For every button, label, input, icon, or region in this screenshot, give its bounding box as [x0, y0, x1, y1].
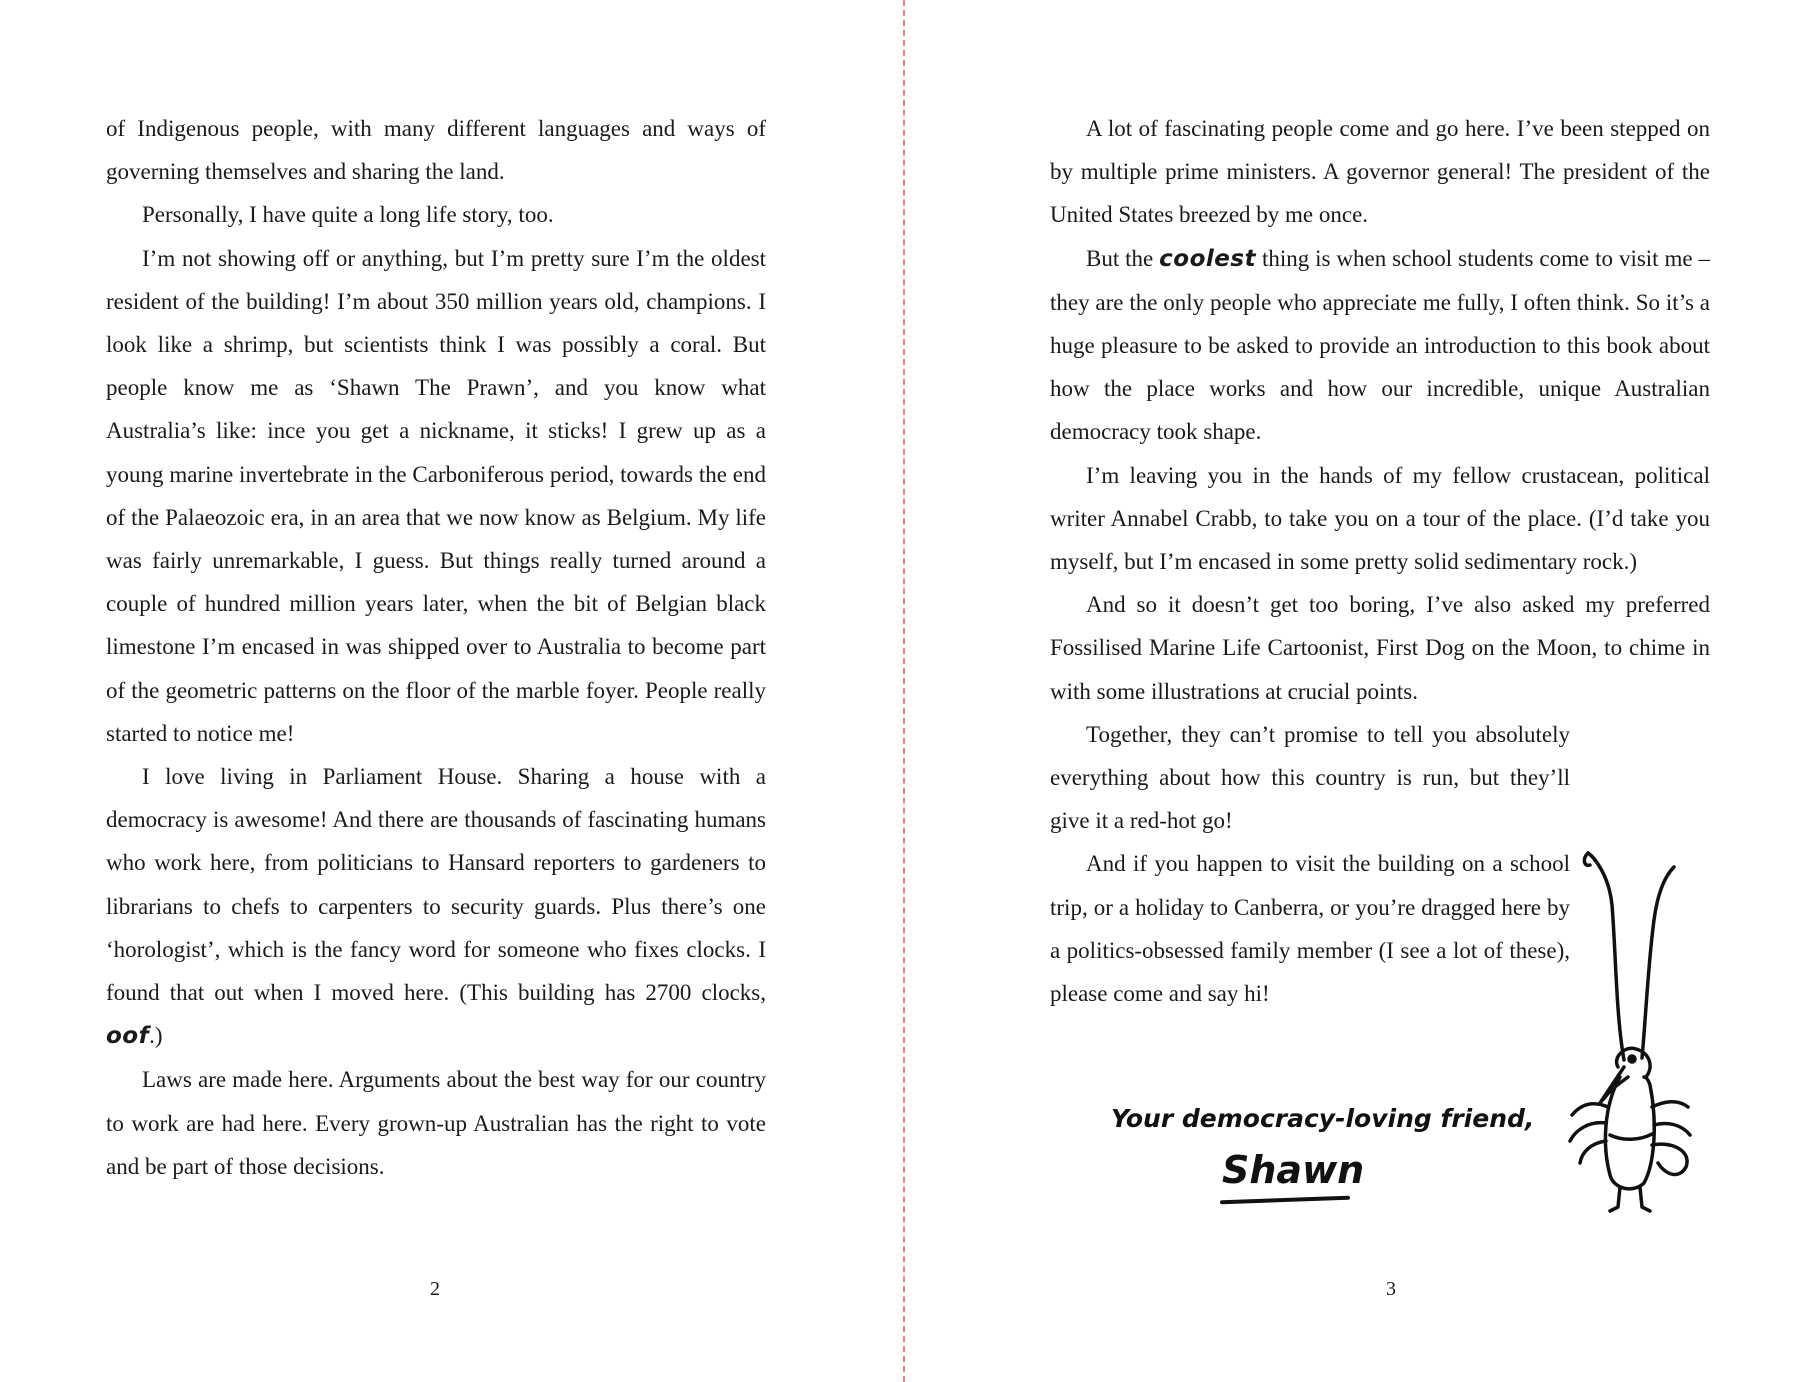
paragraph: Laws are made here. Arguments about the best way for our country to work are had here. Every grown-up Australian has the right to vote and be part of those decisions. — [106, 1067, 766, 1179]
paragraph: And so it doesn’t get too boring, I’ve also asked my preferred Fossilised Marine Life Cartoonist, First Dog on the Moon, to chime in with some illustrations at crucial points. — [1050, 592, 1710, 704]
right-page — [904, 0, 1808, 1382]
page-number: 3 — [1386, 1278, 1396, 1300]
paragraph-text: But the — [1086, 245, 1160, 271]
paragraph: A lot of fascinating people come and go here. I’ve been stepped on by multiple prime ministers. A governor general! The president of the United States breezed by me once. — [1050, 116, 1710, 228]
page-number: 2 — [430, 1278, 440, 1300]
paragraph: of Indigenous people, with many different languages and ways of governing themselves and sharing the land. — [106, 116, 766, 185]
paragraph-text-end: thing is when school students come to visit me – they are the only people who appreciate me fully, I often think. So it’s a huge pleasure to be asked to provide an introduction to this book about how the place works and how our incredible, unique Australian democracy took shape. — [1050, 245, 1710, 445]
paragraph-text-end: .) — [149, 1023, 163, 1049]
paragraph — [106, 755, 766, 1058]
left-page-text — [106, 107, 766, 1188]
paragraph-text: I love living in Parliament House. Sharing a house with a democracy is awesome! And there are thousands of fascinating humans who work here, from politicians to Hansard reporters to gardeners to librarians to chefs to carpenters to security guards. Plus there’s one ‘horologist’, which is the fancy word for someone who fixes clocks. I found that out when I moved here. (This building has 2700 clocks, — [106, 764, 766, 1006]
paragraph: Together, they can’t promise to tell you absolutely everything about how this country is run, but they’ll give it a red-hot go! — [1050, 721, 1570, 834]
paragraph: Personally, I have quite a long life story, too. — [142, 202, 554, 228]
signature-underline — [1220, 1196, 1350, 1205]
paragraph — [1050, 237, 1710, 454]
prawn-illustration-icon — [1554, 845, 1724, 1215]
oof-word: oof — [106, 1023, 150, 1050]
paragraph: I’m leaving you in the hands of my fellow crustacean, political writer Annabel Crabb, to take you on a tour of the place. (I’d take you myself, but I’m encased in some pretty solid sedimentary rock.) — [1050, 462, 1710, 575]
coolest-word: coolest — [1159, 245, 1257, 272]
signature: Shawn — [1222, 1148, 1365, 1192]
paragraph: I’m not showing off or anything, but I’m pretty sure I’m the oldest resident of the building! I’m about 350 million years old, champions. I look like a shrimp, but scientists think I was possibly a coral. But people know me as ‘Shawn The Prawn’, and you know what Australia’s like: ince you get a nickname, it sticks! I grew up as a young marine invertebrate in the Carboniferous period, towards the end of the Palaeozoic era, in an area that we now know as Belgium. My life was fairly unremarkable, I guess. But things really turned around a couple of hundred million years later, when the bit of Belgian black limestone I’m encased in was shipped over to Australia to become part of the geometric patterns on the floor of the marble foyer. People really started to notice me! — [106, 245, 766, 746]
signoff: Your democracy-loving friend, — [1111, 1104, 1535, 1133]
paragraph: And if you happen to visit the building on a school trip, or a holiday to Canberra, or you’re dragged here by a politics-obsessed family member (I see a lot of these), please come and say hi! — [1050, 851, 1570, 1007]
